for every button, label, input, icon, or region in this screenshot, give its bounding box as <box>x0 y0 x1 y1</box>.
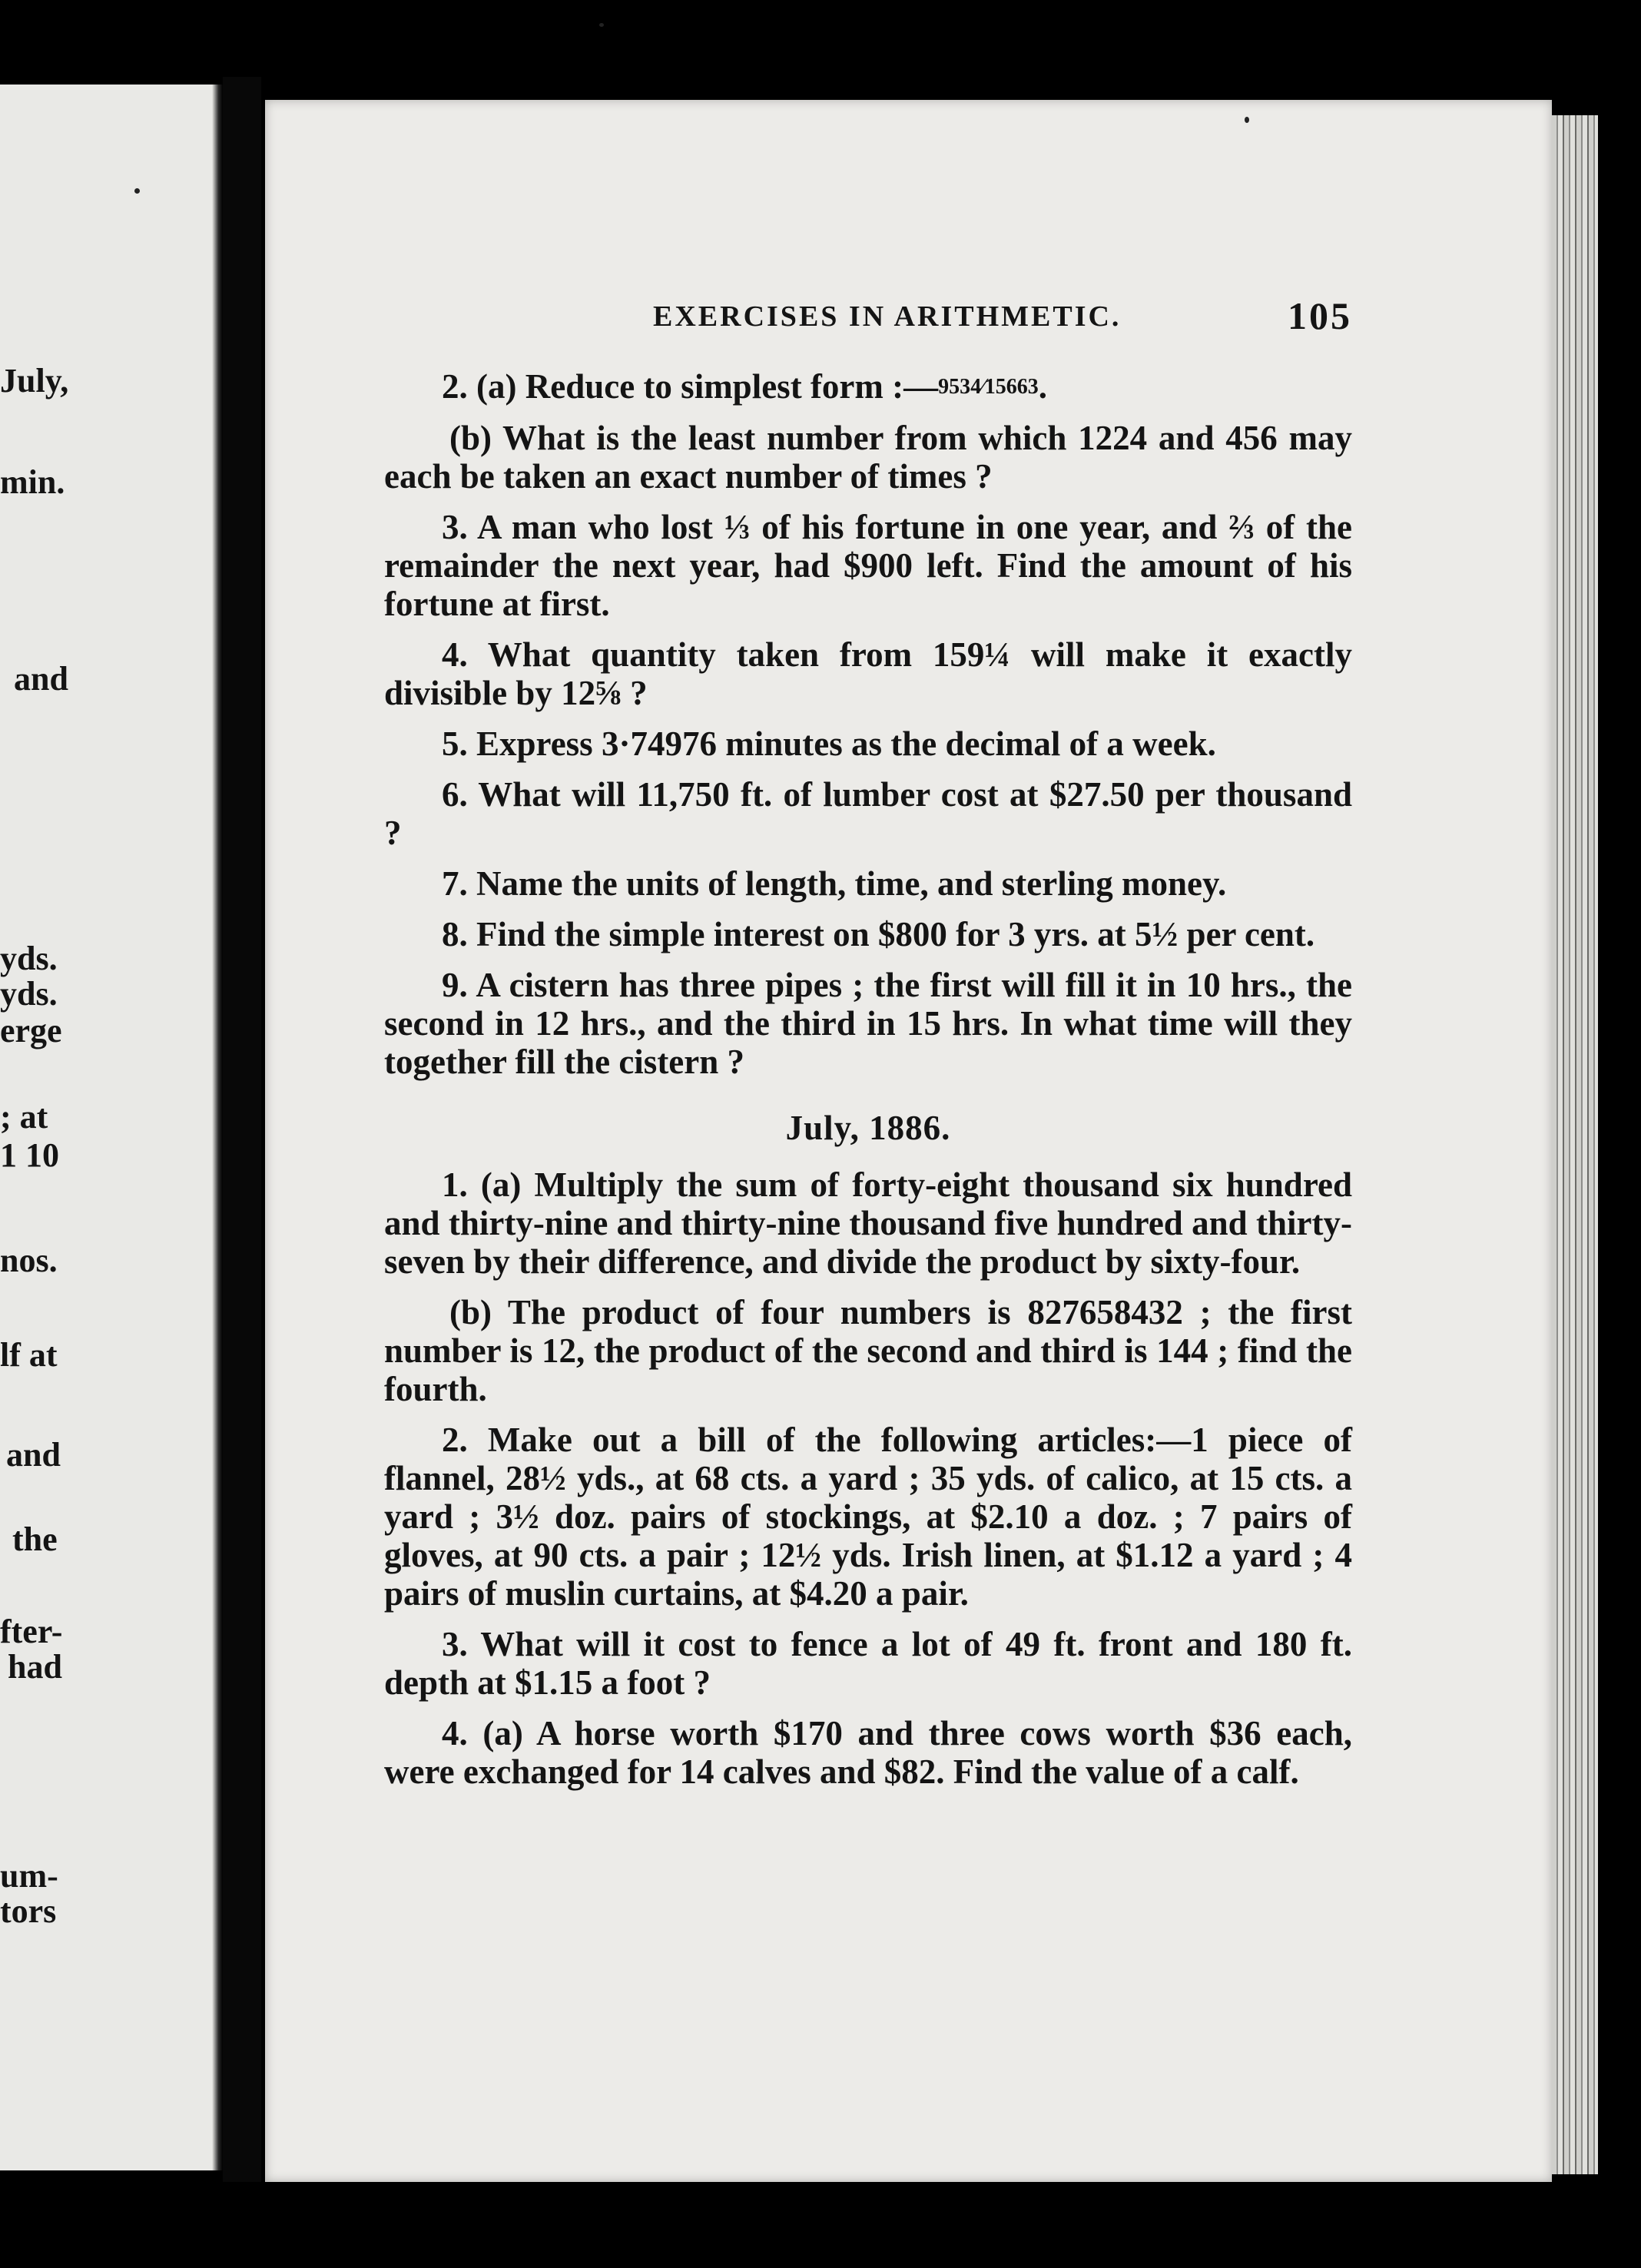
left-fragment-the: the <box>12 1520 58 1558</box>
question-5: 5. Express 3·74976 minutes as the decimal of a week. <box>442 724 1216 763</box>
question-8: 8. Find the simple interest on $800 for 3 yrs. at 5½ per cent. <box>442 915 1315 953</box>
left-fragment-min: min. <box>0 463 65 501</box>
question-4: 4. What quantity taken from 159¼ will make it exactly divisible by 12⅝ ? <box>384 635 1352 712</box>
question-2b: (b) What is the least number from which 1224 and 456 may each be taken an exact number of times ? <box>384 419 1352 496</box>
page-body <box>384 367 1352 1803</box>
page-edges <box>1552 115 1598 2174</box>
page-number: 105 <box>1288 294 1352 337</box>
question-4a: 4. (a) A horse worth $170 and three cows worth $36 each, were exchanged for 14 calves and $82. Find the value of a calf. <box>384 1714 1352 1791</box>
left-fragment-10: 1 10 <box>0 1136 59 1174</box>
speck <box>599 23 604 27</box>
left-fragment-nos: nos. <box>0 1242 58 1279</box>
left-fragment-yds: yds. <box>0 975 58 1013</box>
left-fragment-fter: fter- <box>0 1613 63 1650</box>
question-9: 9. A cistern has three pipes ; the first will fill it in 10 hrs., the second in 12 hrs., and the third in 15 hrs. In what time will they together fill the cistern ? <box>384 966 1352 1081</box>
left-fragment-erge: erge <box>0 1012 62 1049</box>
running-header <box>653 293 1352 340</box>
left-fragment-had: had <box>8 1648 62 1686</box>
left-page <box>0 85 223 2170</box>
left-page-edge <box>212 85 223 2170</box>
question-2: 2. Make out a bill of the following articles:—1 piece of flannel, 28½ yds., at 68 cts. a yard ; 35 yds. of calico, at 15 cts. a yard ; 3½ doz. pairs of stockings, at $2.10 a doz. ; 7 pairs of gloves, at 90 cts. a pair ; 12½ yds. Irish linen, at $1.12 a yard ; 4 pairs of muslin curtains, at $4.20 a pair. <box>384 1421 1352 1613</box>
speck <box>134 188 140 194</box>
question-1b: (b) The product of four numbers is 827658432 ; the first number is 12, the product of the second and third is 144 ; find the fourth. <box>384 1293 1352 1408</box>
left-fragment-tors: tors <box>0 1892 57 1930</box>
question-6: 6. What will 11,750 ft. of lumber cost at $27.50 per thousand ? <box>384 775 1352 852</box>
book-gutter <box>223 77 261 2182</box>
question-3b: 3. What will it cost to fence a lot of 49 ft. front and 180 ft. depth at $1.15 a foot ? <box>384 1625 1352 1702</box>
question-2a-fraction: 9534⁄15663 <box>938 375 1039 399</box>
question-7: 7. Name the units of length, time, and sterling money. <box>442 864 1227 903</box>
question-2a: 2. (a) Reduce to simplest form :—9534⁄15663. <box>442 367 1048 406</box>
left-fragment-um: um- <box>0 1857 58 1895</box>
question-2a-text: 2. (a) Reduce to simplest form :— <box>442 367 939 406</box>
page-title: EXERCISES IN ARITHMETIC. <box>653 300 1122 333</box>
left-fragment-and: and <box>14 660 68 698</box>
question-3: 3. A man who lost ⅓ of his fortune in one year, and ⅔ of the remainder the next year, had $900 left. Find the amount of his fortune at first. <box>384 508 1352 623</box>
left-fragment-lf-at: lf at <box>0 1336 58 1374</box>
left-fragment-july: July, <box>0 362 69 400</box>
speck <box>1245 117 1249 123</box>
section-heading: July, 1886. <box>785 1109 951 1147</box>
question-1a: 1. (a) Multiply the sum of forty-eight thousand six hundred and thirty-nine and thirty-nine thousand five hundred and thirty-seven by their difference, and divide the product by sixty-four. <box>384 1166 1352 1281</box>
left-fragment-yds: yds. <box>0 940 58 977</box>
left-fragment-at: ; at <box>0 1098 48 1136</box>
left-fragment-and: and <box>6 1436 61 1474</box>
